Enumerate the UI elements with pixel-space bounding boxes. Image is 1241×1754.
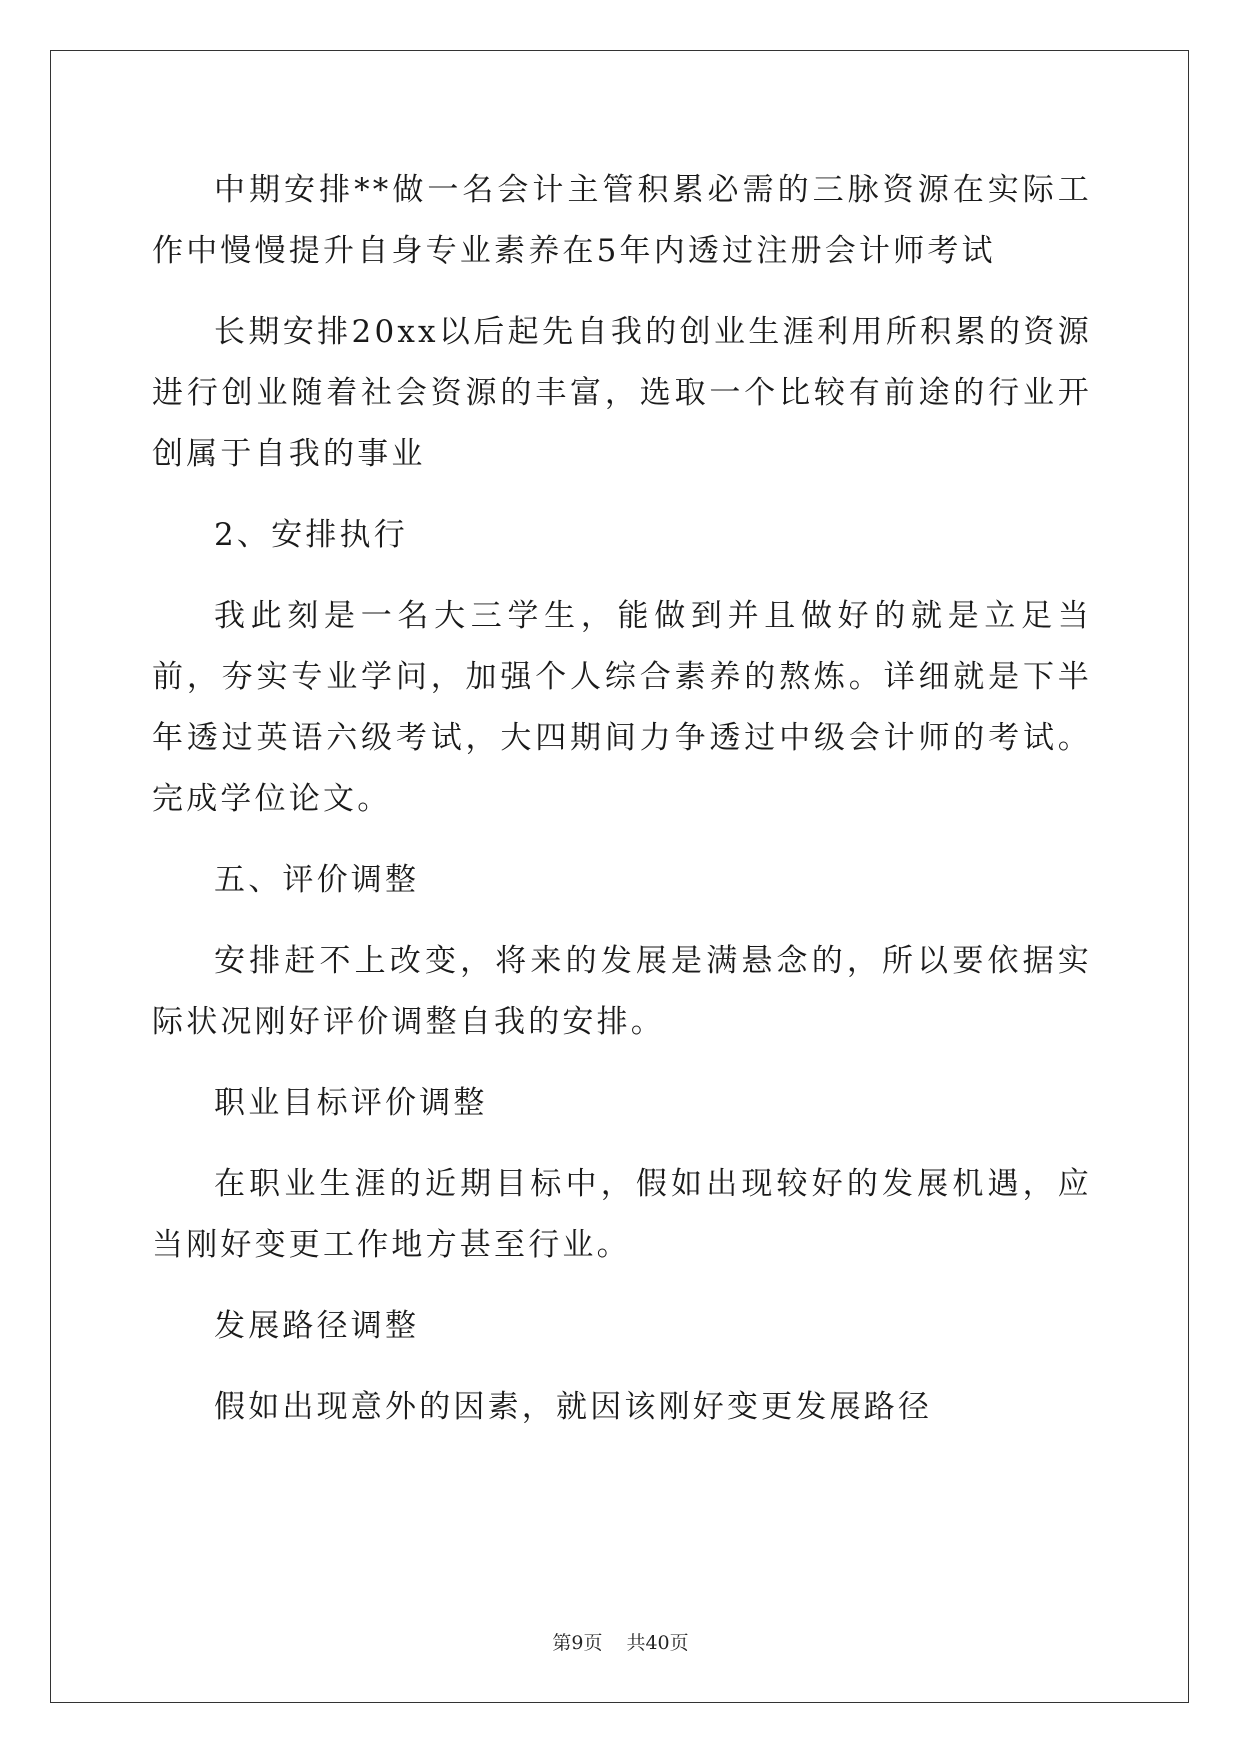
heading-plan-execution: 2、安排执行	[214, 517, 408, 553]
heading-path-adjustment: 发展路径调整	[214, 1308, 420, 1344]
page-number: 第9页	[552, 1632, 603, 1654]
document-body	[152, 160, 1092, 1458]
heading-career-goal-adjustment: 职业目标评价调整	[214, 1085, 488, 1121]
paragraph-mid-term-plan: 中期安排**做一名会计主管积累必需的三脉资源在实际工作中慢慢提升自身专业素养在5年内透过注册会计师考试	[152, 172, 1092, 269]
page-total: 共40页	[626, 1632, 689, 1654]
page-footer	[0, 1628, 1241, 1655]
paragraph-path-detail: 假如出现意外的因素，就因该刚好变更发展路径	[214, 1389, 933, 1425]
paragraph-evaluation-detail: 安排赶不上改变，将来的发展是满悬念的，所以要依据实际状况刚好评价调整自我的安排。	[152, 943, 1092, 1040]
heading-evaluation-adjustment: 五、评价调整	[214, 862, 420, 898]
paragraph-career-goal-detail: 在职业生涯的近期目标中，假如出现较好的发展机遇，应当刚好变更工作地方甚至行业。	[152, 1166, 1092, 1263]
paragraph-execution-detail: 我此刻是一名大三学生，能做到并且做好的就是立足当前，夯实专业学问，加强个人综合素养的熬炼。详细就是下半年透过英语六级考试，大四期间力争透过中级会计师的考试。完成学位论文。	[152, 598, 1092, 817]
paragraph-long-term-plan: 长期安排20xx以后起先自我的创业生涯利用所积累的资源进行创业随着社会资源的丰富，选取一个比较有前途的行业开创属于自我的事业	[152, 314, 1092, 472]
